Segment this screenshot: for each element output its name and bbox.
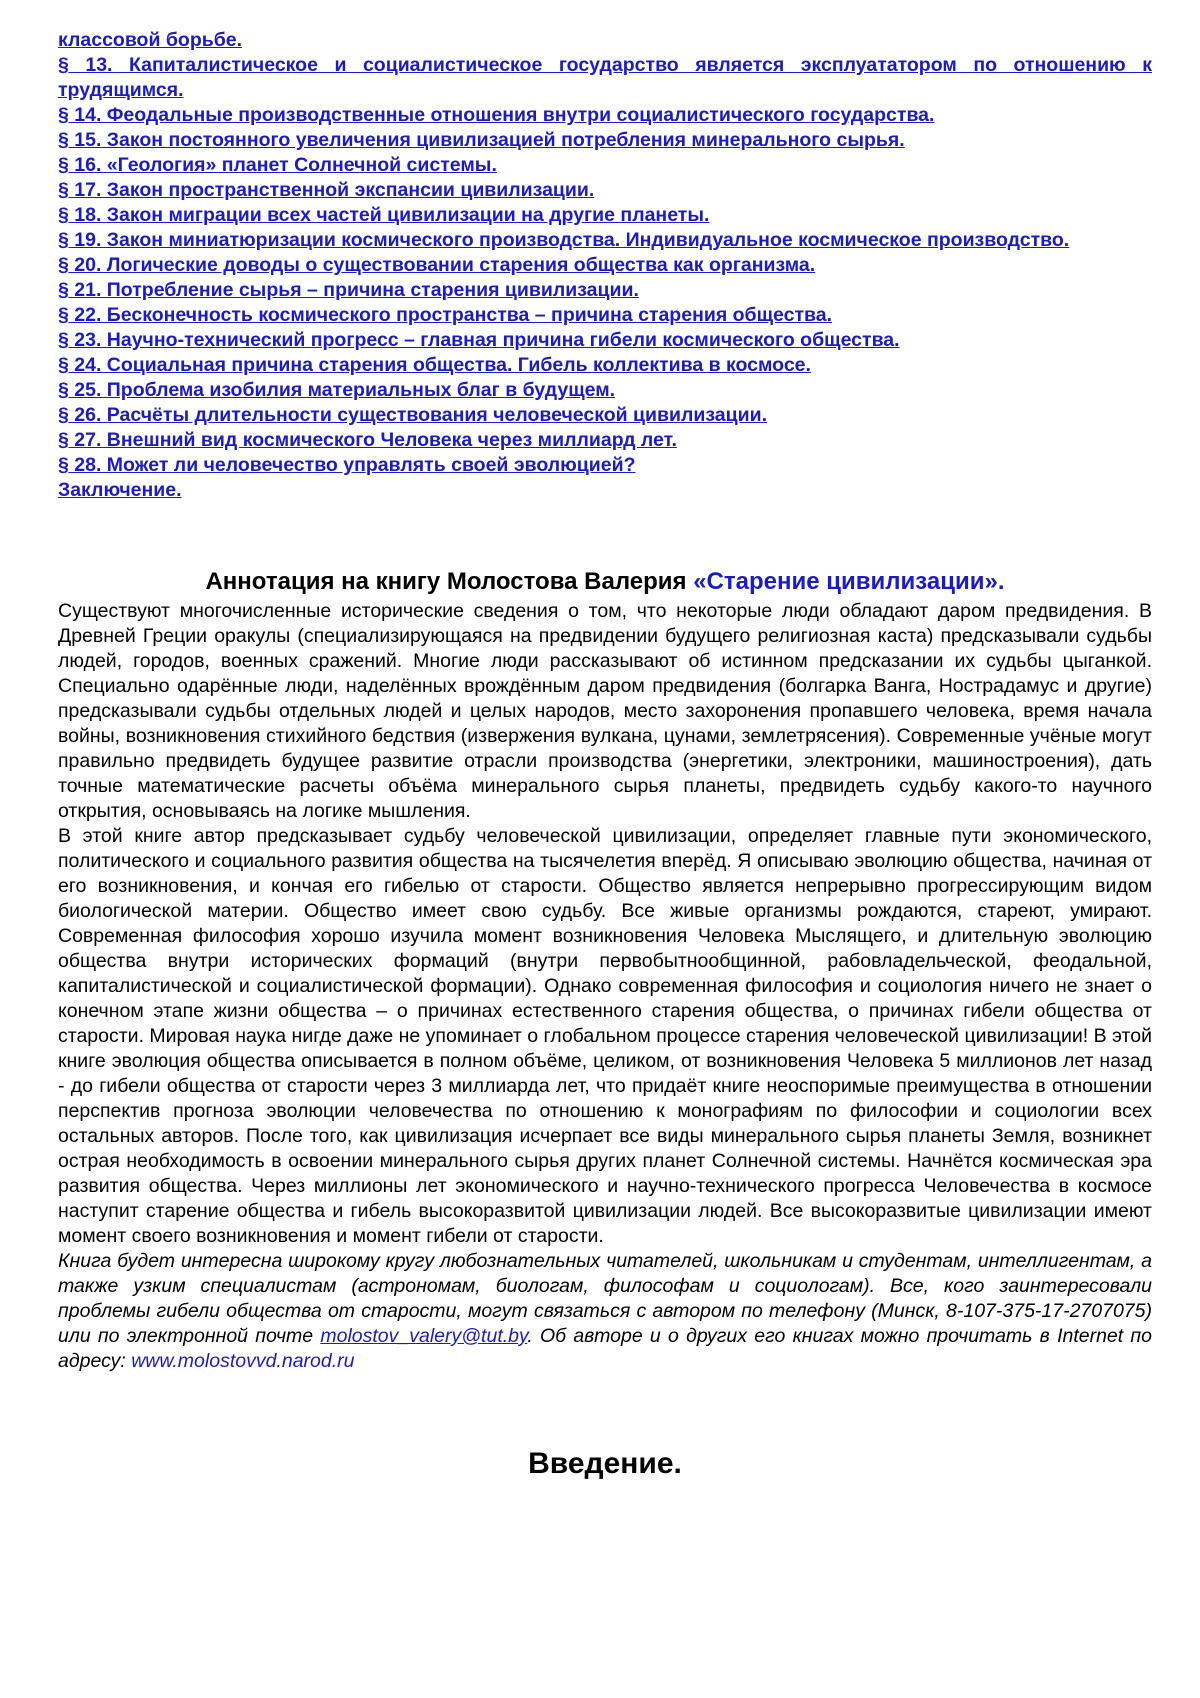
contact-text: Книга будет интересна широкому кругу любознательных читателей, школьникам и студентам, интеллигентам, а также узким специалистам (астрономам, биологам, философам и социологам). Все, кого заинтересовали проблемы гибели общества от старости, могут связаться с автором по телефону (Минск, 8-107-375-17-2707075) или по электронной почте bbox=[58, 1250, 1152, 1347]
toc-link-23[interactable]: § 23. Научно-технический прогресс – главная причина гибели космического общества. bbox=[58, 329, 900, 351]
annotation-title bbox=[58, 567, 1152, 597]
toc-link-conclusion[interactable]: Заключение. bbox=[58, 479, 182, 501]
website-link[interactable]: www.molostovvd.narod.ru bbox=[131, 1350, 355, 1372]
toc-link-28[interactable]: § 28. Может ли человечество управлять своей эволюцией? bbox=[58, 454, 636, 476]
annotation-book-name: «Старение цивилизации». bbox=[693, 568, 1005, 595]
toc-link-14[interactable]: § 14. Феодальные производственные отношения внутри социалистического государства. bbox=[58, 104, 935, 126]
toc-link-13[interactable]: § 13. Капиталистическое и социалистическое государство является эксплуататором по отношению к трудящимся. bbox=[58, 54, 1152, 101]
email-link[interactable]: molostov_valery@tut.by bbox=[320, 1325, 528, 1347]
toc-link-15[interactable]: § 15. Закон постоянного увеличения цивилизацией потребления минерального сырья. bbox=[58, 129, 905, 151]
table-of-contents bbox=[58, 28, 1152, 503]
toc-link-20[interactable]: § 20. Логические доводы о существовании старения общества как организма. bbox=[58, 254, 816, 276]
toc-link-17[interactable]: § 17. Закон пространственной экспансии цивилизации. bbox=[58, 179, 595, 201]
annotation-title-prefix: Аннотация на книгу Молостова Валерия bbox=[205, 568, 694, 595]
toc-link-22[interactable]: § 22. Бесконечность космического пространства – причина старения общества. bbox=[58, 304, 833, 326]
contact-text-2: . Об авторе и о других его книгах можно прочитать в Internet по адресу: bbox=[58, 1325, 1153, 1372]
annotation-contact-paragraph bbox=[58, 1249, 1152, 1374]
annotation-paragraph-1: Существуют многочисленные исторические сведения о том, что некоторые люди обладают даром предвидения. В Древней Греции оракулы (специализирующаяся на предвидении будущего религиозная каста) предсказывали судьбы людей, городов, военных сражений. Многие люди рассказывают об истинном предсказании их судьбы цыганкой. Специально одарённые люди, наделённых врождённым даром предвидения (болгарка Ванга, Нострадамус и другие) предсказывали судьбы отдельных людей и целых народов, место захоронения пропавшего человека, время начала войны, возникновения стихийного бедствия (извержения вулкана, цунами, землетрясения). Современные учёные могут правильно предвидеть будущее развитие отрасли производства (энергетики, электроники, машиностроения), дать точные математические расчеты объёма минерального сырья планеты, предвидеть судьбу какого-то научного открытия, основываясь на логике мышления. bbox=[58, 600, 1152, 822]
toc-link-27[interactable]: § 27. Внешний вид космического Человека через миллиард лет. bbox=[58, 429, 677, 451]
toc-link-26[interactable]: § 26. Расчёты длительности существования человеческой цивилизации. bbox=[58, 404, 768, 426]
toc-link-24[interactable]: § 24. Социальная причина старения общества. Гибель коллектива в космосе. bbox=[58, 354, 811, 376]
toc-link-conclusion-of-12[interactable]: классовой борьбе. bbox=[58, 29, 243, 51]
toc-link-18[interactable]: § 18. Закон миграции всех частей цивилизации на другие планеты. bbox=[58, 204, 710, 226]
toc-link-16[interactable]: § 16. «Геология» планет Солнечной системы. bbox=[58, 154, 497, 176]
toc-link-21[interactable]: § 21. Потребление сырья – причина старения цивилизации. bbox=[58, 279, 639, 301]
introduction-heading: Введение. bbox=[528, 1447, 682, 1480]
document-page bbox=[58, 28, 1152, 1482]
annotation-paragraph-2: В этой книге автор предсказывает судьбу человеческой цивилизации, определяет главные пути экономического, политического и социального развития общества на тысячелетия вперёд. Я описываю эволюцию общества, начиная от его возникновения, и кончая его гибелью от старости. Общество является непрерывно прогрессирующим видом биологической материи. Общество имеет свою судьбу. Все живые организмы рождаются, стареют, умирают. Современная философия хорошо изучила момент возникновения Человека Мыслящего, и длительную эволюцию общества внутри исторических формаций (внутри первобытнообщинной, рабовладельческой, феодальной, капиталистической и социалистической формации). Однако современная философия и социология ничего не знает о конечном этапе жизни общества – о причинах естественного старения общества, о причинах гибели общества от старости. Мировая наука нигде даже не упоминает о глобальном процессе старения человеческой цивилизации! В этой книге эволюция общества описывается в полном объёме, целиком, от возникновения Человека 5 миллионов лет назад - до гибели общества от старости через 3 миллиарда лет, что придаёт книге неоспоримые преимущества в отношении перспектив прогноза эволюции человечества по отношению к монографиям по философии и социологии всех остальных авторов. После того, как цивилизация исчерпает все виды минерального сырья планеты Земля, возникнет острая необходимость в освоении минерального сырья других планет Солнечной системы. Начнётся космическая эра развития общества. Через миллионы лет экономического и научно-технического прогресса Человечества в космосе наступит старение общества и гибель высокоразвитой цивилизации людей. Все высокоразвитые цивилизации имеют момент своего возникновения и момент гибели от старости. bbox=[58, 825, 1152, 1247]
toc-link-25[interactable]: § 25. Проблема изобилия материальных благ в будущем. bbox=[58, 379, 616, 401]
toc-link-19[interactable]: § 19. Закон миниатюризации космического производства. Индивидуальное космическое производство. bbox=[58, 229, 1070, 251]
